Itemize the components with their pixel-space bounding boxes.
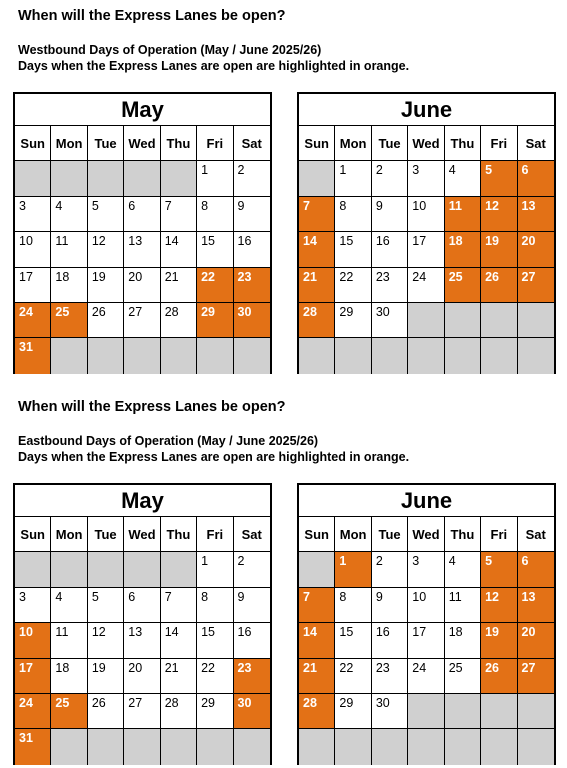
day-cell: 8 [197, 197, 233, 232]
day-cell: 4 [51, 588, 87, 623]
open-day-cell: 10 [15, 623, 51, 658]
empty-day-cell [408, 694, 444, 729]
day-cell: 21 [161, 268, 197, 303]
empty-day-cell [234, 338, 270, 373]
open-day-cell: 18 [445, 232, 481, 267]
empty-day-cell [88, 338, 124, 373]
day-cell: 11 [51, 232, 87, 267]
empty-day-cell [481, 338, 517, 373]
weekday-label: Tue [88, 517, 124, 552]
open-day-cell: 28 [299, 303, 335, 338]
open-day-cell: 27 [518, 659, 554, 694]
month-title: May [15, 485, 270, 517]
weekday-label: Fri [481, 126, 517, 161]
open-day-cell: 31 [15, 338, 51, 373]
weekday-label: Mon [335, 517, 371, 552]
week-row [299, 694, 554, 729]
section-heading: When will the Express Lanes be open? [18, 8, 286, 24]
day-cell: 14 [161, 232, 197, 267]
day-cell: 17 [408, 623, 444, 658]
empty-day-cell [372, 729, 408, 764]
open-day-cell: 25 [51, 303, 87, 338]
day-cell: 15 [197, 623, 233, 658]
weekday-label: Sat [234, 126, 270, 161]
week-row [299, 303, 554, 338]
empty-day-cell [51, 729, 87, 764]
empty-day-cell [88, 552, 124, 587]
day-cell: 14 [161, 623, 197, 658]
open-day-cell: 14 [299, 232, 335, 267]
day-cell: 9 [234, 197, 270, 232]
empty-day-cell [481, 303, 517, 338]
day-cell: 23 [372, 659, 408, 694]
week-row [15, 303, 270, 338]
day-cell: 11 [445, 588, 481, 623]
day-cell: 5 [88, 588, 124, 623]
empty-day-cell [124, 338, 160, 373]
open-day-cell: 26 [481, 659, 517, 694]
day-cell: 15 [335, 623, 371, 658]
day-cell: 17 [408, 232, 444, 267]
open-day-cell: 6 [518, 552, 554, 587]
week-row [299, 268, 554, 303]
day-cell: 4 [445, 161, 481, 196]
open-day-cell: 23 [234, 659, 270, 694]
weekday-header-row [299, 517, 554, 552]
open-day-cell: 29 [197, 303, 233, 338]
week-row [299, 588, 554, 623]
calendar-grid [15, 517, 270, 765]
day-cell: 7 [161, 588, 197, 623]
weekday-label: Tue [372, 517, 408, 552]
day-cell: 22 [335, 659, 371, 694]
day-cell: 27 [124, 694, 160, 729]
week-row [299, 729, 554, 764]
week-row [15, 729, 270, 764]
section-subtitle: Eastbound Days of Operation (May / June 2025/26) [18, 434, 319, 448]
empty-day-cell [299, 552, 335, 587]
day-cell: 20 [124, 268, 160, 303]
open-day-cell: 21 [299, 268, 335, 303]
open-day-cell: 20 [518, 232, 554, 267]
open-day-cell: 5 [481, 552, 517, 587]
calendar-june [297, 92, 556, 374]
day-cell: 12 [88, 232, 124, 267]
open-day-cell: 6 [518, 161, 554, 196]
open-day-cell: 19 [481, 623, 517, 658]
day-cell: 9 [234, 588, 270, 623]
day-cell: 30 [372, 303, 408, 338]
open-day-cell: 19 [481, 232, 517, 267]
open-day-cell: 28 [299, 694, 335, 729]
day-cell: 13 [124, 623, 160, 658]
month-title: June [299, 94, 554, 126]
empty-day-cell [124, 729, 160, 764]
empty-day-cell [15, 552, 51, 587]
day-cell: 2 [234, 552, 270, 587]
empty-day-cell [445, 338, 481, 373]
week-row [299, 552, 554, 587]
day-cell: 16 [372, 623, 408, 658]
day-cell: 23 [372, 268, 408, 303]
week-row [299, 659, 554, 694]
day-cell: 19 [88, 268, 124, 303]
open-day-cell: 25 [445, 268, 481, 303]
weekday-label: Fri [197, 517, 233, 552]
weekday-label: Thu [445, 126, 481, 161]
empty-day-cell [124, 161, 160, 196]
week-row [299, 338, 554, 373]
weekday-header-row [299, 126, 554, 161]
calendar-grid [15, 126, 270, 374]
day-cell: 1 [197, 161, 233, 196]
week-row [299, 623, 554, 658]
day-cell: 22 [197, 659, 233, 694]
open-day-cell: 30 [234, 303, 270, 338]
weekday-label: Sat [234, 517, 270, 552]
day-cell: 24 [408, 268, 444, 303]
weekday-label: Fri [481, 517, 517, 552]
week-row [15, 588, 270, 623]
open-day-cell: 11 [445, 197, 481, 232]
open-day-cell: 24 [15, 694, 51, 729]
open-day-cell: 13 [518, 588, 554, 623]
calendar-may [13, 483, 272, 765]
open-day-cell: 31 [15, 729, 51, 764]
week-row [15, 197, 270, 232]
day-cell: 29 [335, 694, 371, 729]
day-cell: 3 [408, 161, 444, 196]
empty-day-cell [481, 729, 517, 764]
empty-day-cell [335, 338, 371, 373]
day-cell: 4 [51, 197, 87, 232]
section-subtitle: Westbound Days of Operation (May / June 2025/26) [18, 43, 322, 57]
day-cell: 9 [372, 197, 408, 232]
day-cell: 2 [372, 552, 408, 587]
day-cell: 8 [335, 588, 371, 623]
weekday-label: Sun [299, 517, 335, 552]
empty-day-cell [197, 729, 233, 764]
day-cell: 29 [335, 303, 371, 338]
day-cell: 8 [335, 197, 371, 232]
empty-day-cell [299, 338, 335, 373]
day-cell: 3 [408, 552, 444, 587]
open-day-cell: 7 [299, 197, 335, 232]
open-day-cell: 7 [299, 588, 335, 623]
week-row [299, 197, 554, 232]
empty-day-cell [372, 338, 408, 373]
day-cell: 2 [372, 161, 408, 196]
weekday-label: Sat [518, 126, 554, 161]
empty-day-cell [518, 303, 554, 338]
weekday-label: Wed [408, 126, 444, 161]
day-cell: 8 [197, 588, 233, 623]
week-row [299, 161, 554, 196]
day-cell: 2 [234, 161, 270, 196]
section-heading: When will the Express Lanes be open? [18, 399, 286, 415]
day-cell: 16 [234, 623, 270, 658]
day-cell: 20 [124, 659, 160, 694]
day-cell: 11 [51, 623, 87, 658]
week-row [15, 694, 270, 729]
empty-day-cell [445, 729, 481, 764]
open-day-cell: 22 [197, 268, 233, 303]
empty-day-cell [88, 729, 124, 764]
day-cell: 29 [197, 694, 233, 729]
week-row [15, 232, 270, 267]
empty-day-cell [161, 338, 197, 373]
weekday-label: Mon [51, 126, 87, 161]
weekday-label: Thu [161, 517, 197, 552]
open-day-cell: 30 [234, 694, 270, 729]
weekday-label: Sat [518, 517, 554, 552]
empty-day-cell [161, 729, 197, 764]
day-cell: 26 [88, 694, 124, 729]
day-cell: 1 [197, 552, 233, 587]
calendar-june [297, 483, 556, 765]
open-day-cell: 1 [335, 552, 371, 587]
empty-day-cell [161, 552, 197, 587]
weekday-label: Wed [124, 517, 160, 552]
open-day-cell: 14 [299, 623, 335, 658]
open-day-cell: 20 [518, 623, 554, 658]
empty-day-cell [51, 161, 87, 196]
empty-day-cell [51, 338, 87, 373]
empty-day-cell [299, 161, 335, 196]
week-row [15, 338, 270, 373]
day-cell: 17 [15, 268, 51, 303]
day-cell: 18 [51, 268, 87, 303]
day-cell: 27 [124, 303, 160, 338]
day-cell: 24 [408, 659, 444, 694]
empty-day-cell [299, 729, 335, 764]
day-cell: 10 [408, 588, 444, 623]
open-day-cell: 27 [518, 268, 554, 303]
day-cell: 10 [15, 232, 51, 267]
week-row [15, 623, 270, 658]
week-row [15, 161, 270, 196]
day-cell: 6 [124, 197, 160, 232]
weekday-header-row [15, 126, 270, 161]
day-cell: 10 [408, 197, 444, 232]
empty-day-cell [518, 338, 554, 373]
day-cell: 21 [161, 659, 197, 694]
empty-day-cell [518, 729, 554, 764]
open-day-cell: 24 [15, 303, 51, 338]
day-cell: 18 [445, 623, 481, 658]
open-day-cell: 26 [481, 268, 517, 303]
weekday-label: Wed [408, 517, 444, 552]
day-cell: 3 [15, 588, 51, 623]
weekday-label: Tue [88, 126, 124, 161]
day-cell: 3 [15, 197, 51, 232]
day-cell: 7 [161, 197, 197, 232]
week-row [15, 659, 270, 694]
day-cell: 15 [335, 232, 371, 267]
empty-day-cell [408, 729, 444, 764]
open-day-cell: 17 [15, 659, 51, 694]
week-row [15, 268, 270, 303]
day-cell: 18 [51, 659, 87, 694]
empty-day-cell [51, 552, 87, 587]
open-day-cell: 5 [481, 161, 517, 196]
day-cell: 25 [445, 659, 481, 694]
day-cell: 9 [372, 588, 408, 623]
day-cell: 15 [197, 232, 233, 267]
section-note: Days when the Express Lanes are open are highlighted in orange. [18, 450, 410, 464]
day-cell: 22 [335, 268, 371, 303]
day-cell: 26 [88, 303, 124, 338]
day-cell: 12 [88, 623, 124, 658]
open-day-cell: 12 [481, 197, 517, 232]
open-day-cell: 21 [299, 659, 335, 694]
open-day-cell: 13 [518, 197, 554, 232]
empty-day-cell [197, 338, 233, 373]
empty-day-cell [234, 729, 270, 764]
open-day-cell: 23 [234, 268, 270, 303]
empty-day-cell [445, 694, 481, 729]
day-cell: 28 [161, 694, 197, 729]
weekday-label: Tue [372, 126, 408, 161]
open-day-cell: 25 [51, 694, 87, 729]
day-cell: 6 [124, 588, 160, 623]
month-title: June [299, 485, 554, 517]
weekday-label: Mon [335, 126, 371, 161]
day-cell: 16 [372, 232, 408, 267]
empty-day-cell [518, 694, 554, 729]
empty-day-cell [481, 694, 517, 729]
weekday-label: Sun [15, 517, 51, 552]
empty-day-cell [408, 303, 444, 338]
open-day-cell: 12 [481, 588, 517, 623]
calendar-grid [299, 126, 554, 374]
day-cell: 13 [124, 232, 160, 267]
weekday-label: Mon [51, 517, 87, 552]
day-cell: 30 [372, 694, 408, 729]
weekday-label: Thu [161, 126, 197, 161]
weekday-label: Thu [445, 517, 481, 552]
weekday-header-row [15, 517, 270, 552]
empty-day-cell [161, 161, 197, 196]
empty-day-cell [445, 303, 481, 338]
weekday-label: Wed [124, 126, 160, 161]
day-cell: 19 [88, 659, 124, 694]
empty-day-cell [408, 338, 444, 373]
day-cell: 1 [335, 161, 371, 196]
day-cell: 5 [88, 197, 124, 232]
day-cell: 16 [234, 232, 270, 267]
weekday-label: Sun [15, 126, 51, 161]
weekday-label: Fri [197, 126, 233, 161]
weekday-label: Sun [299, 126, 335, 161]
empty-day-cell [335, 729, 371, 764]
day-cell: 4 [445, 552, 481, 587]
day-cell: 28 [161, 303, 197, 338]
empty-day-cell [15, 161, 51, 196]
calendar-may [13, 92, 272, 374]
empty-day-cell [124, 552, 160, 587]
week-row [299, 232, 554, 267]
section-note: Days when the Express Lanes are open are highlighted in orange. [18, 59, 410, 73]
calendar-grid [299, 517, 554, 765]
week-row [15, 552, 270, 587]
month-title: May [15, 94, 270, 126]
empty-day-cell [88, 161, 124, 196]
